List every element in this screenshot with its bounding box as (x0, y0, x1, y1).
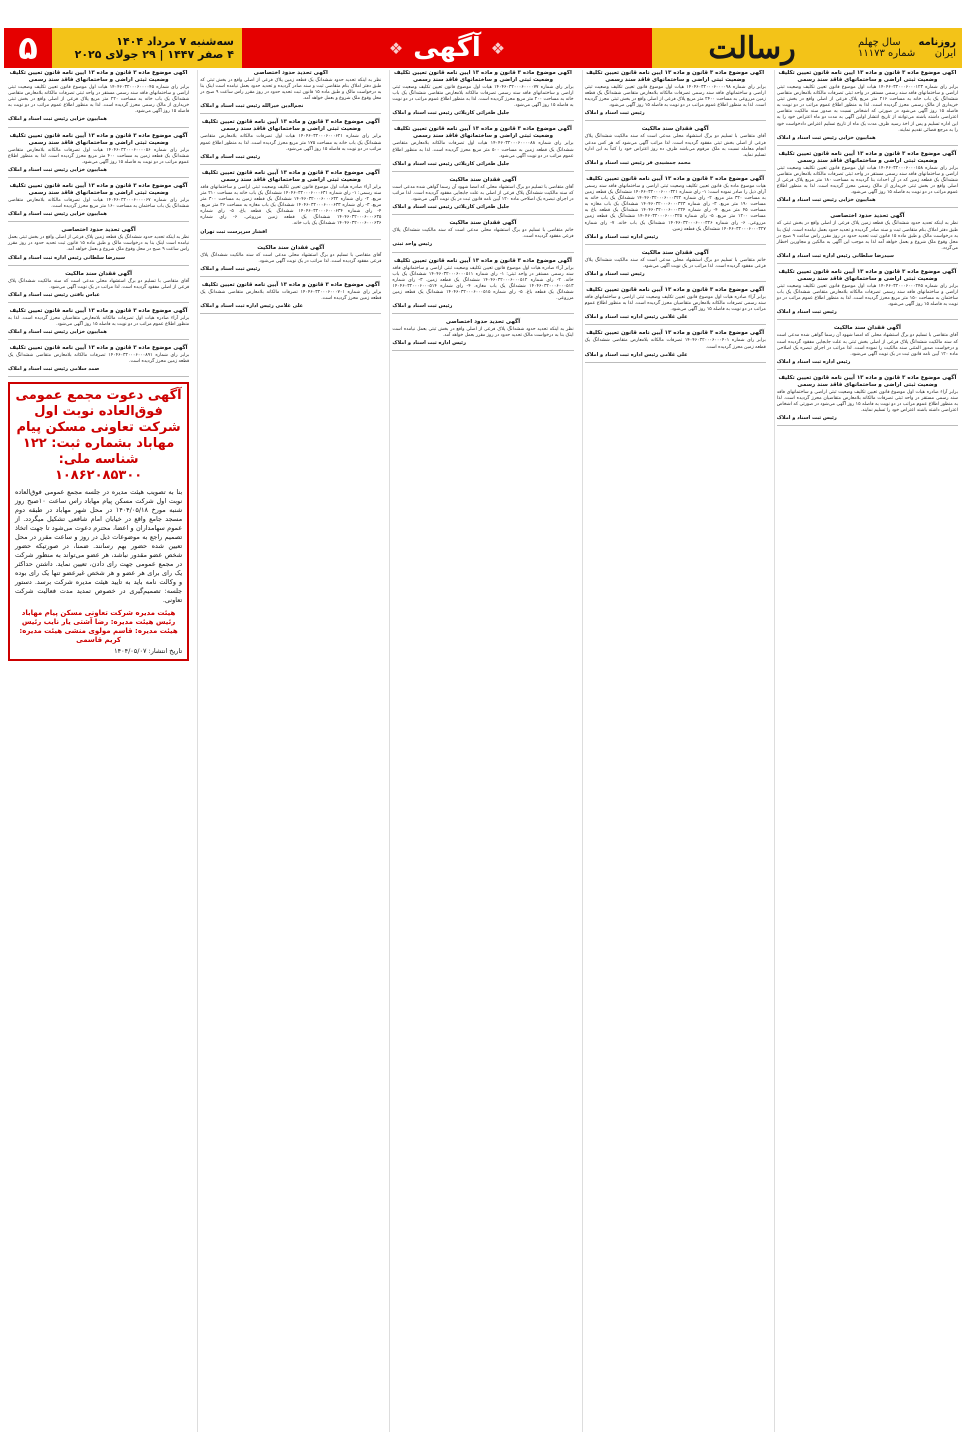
ornament-icon: ❖ (490, 38, 506, 58)
legal-notice (777, 70, 958, 146)
notice-body: آقای متقاضی با تسلیم دو برگ استشهاد محلی مدعی است که سند مالکیت ششدانگ پلاک فرعی از اصلی مفقود گردیده است. لذا مراتب در یک نوبت آگهی می‌شود. (7, 278, 190, 290)
notice-title: آگهی موضوع ماده ۳ قانون و ماده ۱۳ آیین نامه قانون تعیین تکلیف وضعیت ثبتی اراضی و ساختمانهای فاقد سند رسمی (778, 268, 957, 282)
notice-body: نظر به اینکه تحدید حدود ششدانگ پلاک فرعی از اصلی واقع در بخش ثبتی بعمل نیامده است اینک بنا به درخواست مالک تحدید حدود در روز مقرر بعمل خواهد آمد. (392, 327, 574, 339)
notice-body: برابر رای شماره ۱۴۰۴۶۰۳۲۰۰۰۶۰۰۰۰۶۷ هیات اول تصرفات مالکانه بلامعارض متقاضی ششدانگ یک باب ساختمان به مساحت ۱۶۰ متر مربع محرز گردیده است. (7, 197, 190, 210)
notice-title: آگهی موضوع ماده ۳ قانون و ماده ۱۳ آیین نامه قانون تعیین تکلیف (201, 281, 380, 288)
notice-signature: رئیس واحد ثبتی (392, 241, 433, 248)
legal-notice (585, 250, 766, 282)
notice-body: آقای متقاضی با تسلیم دو برگ استشهاد محلی مدعی است که سند مالکیت ششدانگ پلاک فرعی از اصلی بخش ثبتی مفقود گردیده است. لذا مراتب آگهی می‌شود که هر کس مدعی انجام معامله نسبت به ملک مرقوم می‌باشد ظرف ده روز اعتراض خود را کتباً به این اداره تسلیم نماید. (584, 134, 766, 158)
notice-title: آگهی فقدان سند مالکیت (65, 270, 133, 277)
legal-notice (8, 227, 189, 265)
notice-body: نظر به اینکه تحدید حدود ششدانگ یک قطعه زمین پلاک فرعی از اصلی واقع در بخش ثبتی بعمل نیامده است اینک بنا به درخواست مالک و طبق ماده ۱۵ قانون ثبت تحدید حدود در روز مقرر راس ساعت ۹ صبح در محل وقوع ملک شروع و بعمل خواهد آمد. (7, 235, 190, 253)
legal-notice (392, 177, 573, 215)
notice-title: آگهی موضوع ماده ۳ قانون و ماده ۱۳ آیین نامه قانون تعیین تکلیف وضعیت ثبتی اراضی و ساختمانهای فاقد سند رسمی (778, 70, 957, 83)
notice-body: برابر رای شماره ۱۴۰۴۶۰۳۲۰۰۰۶۰۰۰۱۲۳ هیات اول موضوع قانون تعیین تکلیف وضعیت ثبتی اراضی و ساختمانهای فاقد سند رسمی مستقر در واحد ثبتی تصرفات مالکانه بلامعارض متقاضی ششدانگ یک باب خانه به مساحت ۲۱۶ متر مربع پلاک فرعی از اصلی واقع در بخش ثبتی خریداری از مالک رسمی محرز گردیده است. لذا به منظور اطلاع عموم مراتب در دو نوبت به فاصله ۱۵ روز آگهی می‌شود در صورتی که اشخاص نسبت به صدور سند مالکیت متقاضی اعتراضی داشته باشند می‌توانند از تاریخ انتشار اولین آگهی به مدت دو ماه اعتراض خود را به این اداره تسلیم و پس از اخذ رسید ظرف مدت یک ماه از تاریخ تسلیم اعتراض دادخواست خود را به مرجع قضائی تقدیم نمایند. (776, 85, 959, 133)
legal-notice (8, 308, 189, 340)
legal-notice (200, 282, 381, 314)
legal-notice (392, 70, 573, 121)
notice-body: برابر رای شماره ۱۴۰۴۶۰۳۲۰۰۰۶۰۰۰۲۴۵ هیات اول موضوع قانون تعیین تکلیف وضعیت ثبتی اراضی و ساختمانهای فاقد سند رسمی تصرفات مالکانه بلامعارض متقاضی ششدانگ یک باب ساختمان به مساحت ۱۵۰ متر مربع محرز گردیده است. لذا به منظور اطلاع عموم مراتب در دو نوبت به فاصله ۱۵ روز آگهی می‌شود. (776, 283, 959, 308)
legal-notice (777, 269, 958, 320)
legal-notice (777, 213, 958, 264)
notice-title: آگهی موضوع ماده ۳ قانون و ماده ۱۳ آیین نامه قانون تعیین تکلیف وضعیت ثبتی اراضی و ساختمانهای فاقد سند رسمی (394, 70, 572, 83)
notice-title: آگهی موضوع ماده ۳ قانون و ماده ۱۳ آیین نامه قانون تعیین تکلیف (9, 345, 188, 352)
notice-title: آگهی فقدان سند مالکیت (833, 325, 901, 332)
notice-signature: رئیس اداره ثبت اسناد و املاک (392, 340, 466, 347)
notice-title: آگهی موضوع ماده ۳ قانون و ماده ۱۳ آیین نامه قانون تعیین تکلیف (586, 175, 765, 182)
notice-signature: جلیل طغرائی کاربلائی رئیس ثبت اسناد و املاک (392, 160, 510, 167)
notice-signature: سیدرضا سلطانی رئیس اداره ثبت اسناد و املاک (776, 252, 894, 259)
special-ad-title: آگهی دعوت مجمع عمومی فوق‌العاده نوبت اول شرکت تعاونی مسکن پیام مهاباد بشماره ثبت: ۱۲۲ شناسه ملی: ۱۰۸۶۲۰۸۵۳۰۰ (15, 388, 182, 484)
notice-signature: علی غلامی رئیس اداره ثبت اسناد و املاک (200, 303, 304, 310)
notice-signature: رئیس ثبت اسناد و املاک (392, 303, 453, 310)
legal-notice (200, 170, 381, 240)
notice-title: آگهی تحدید حدود اختصاصی (445, 319, 521, 326)
legal-notice (200, 119, 381, 164)
legal-notice (392, 220, 573, 252)
notice-title: آگهی موضوع ماده ۳ قانون و ماده ۱۳ آیین نامه قانون تعیین تکلیف وضعیت ثبتی اراضی و ساختمانهای فاقد سند رسمی (201, 119, 380, 133)
issue-date (52, 28, 242, 68)
notice-body: برابر رای شماره ۱۴۰۴۶۰۳۲۰۰۰۶۰۰۰۴۰۱ تصرفات مالکانه بلامعارض متقاضی ششدانگ یک قطعه زمین محرز گردیده است. (584, 338, 766, 350)
legal-notice (392, 319, 573, 351)
notice-body: برابر آراء صادره هیات اول موضوع قانون تعیین تکلیف وضعیت ثبتی اراضی و ساختمانهای فاقد سند رسمی: ۱- رای شماره ۱۴۰۴۶۰۳۲۰۰۰۶۰۰۰۶۳۱ ششدانگ یک باب خانه به مساحت ۲۱۰ متر مربع. ۲- رای شماره ۱۴۰۴۶۰۳۲۰۰۰۶۰۰۰۶۳۲ ششدانگ یک قطعه زمین به مساحت ۳۰۰ متر مربع. ۳- رای شماره ۱۴۰۴۶۰۳۲۰۰۰۶۰۰۰۶۳۳ ششدانگ یک باب مغازه به مساحت ۳۶ متر مربع. ۴- رای شماره ۱۴۰۴۶۰۳۲۰۰۰۶۰۰۰۶۳۴ ششدانگ یک قطعه باغ. ۵- رای شماره ۱۴۰۴۶۰۳۲۰۰۰۶۰۰۰۶۳۵ ششدانگ یک قطعه زمین مزروعی. ۶- رای شماره ۱۴۰۴۶۰۳۲۰۰۰۶۰۰۰۶۳۶ ششدانگ یک باب خانه. (200, 184, 382, 227)
notice-signature: رئیس ثبت اسناد و املاک (776, 415, 837, 422)
legal-notice (777, 375, 958, 426)
column-5 (6, 70, 191, 1432)
notice-body: نظر به اینکه تحدید حدود ششدانگ یک قطعه زمین پلاک فرعی از اصلی واقع در بخش ثبتی که طبق دفتر املاک بنام متقاضی ثبت و سند صادر گردیده و تحدید حدود بعمل نیامده است اینک بنا به درخواست مالک و طبق ماده ۱۵ قانون ثبت تحدید حدود در روز مقرر راس ساعت ۹ صبح در محل وقوع ملک شروع و بعمل خواهد آمد. (200, 78, 382, 102)
legal-notice (200, 245, 381, 277)
issue-label: شماره ۱۱۱۷۳ (858, 48, 916, 59)
column-1 (774, 70, 960, 1432)
notice-signature: رئیس اداره ثبت اسناد و املاک (584, 233, 659, 240)
notice-title: آگهی فقدان سند مالکیت (449, 176, 517, 183)
notice-body: خانم متقاضی با تسلیم دو برگ استشهاد محلی مدعی است که سند مالکیت ششدانگ پلاک فرعی مفقود گردیده است. (392, 228, 574, 240)
legal-notice (8, 183, 189, 222)
notice-title: آگهی موضوع ماده ۳ قانون و ماده ۱۳ آیین نامه قانون تعیین تکلیف وضعیت ثبتی اراضی و ساختمانهای فاقد سند رسمی (9, 70, 188, 83)
notice-title: آگهی تحدید حدود اختصاصی (830, 213, 905, 220)
column-4 (197, 70, 383, 1432)
year-label: سال چهلم (858, 37, 901, 48)
notice-signature: رئیس ثبت اسناد و املاک (200, 265, 261, 272)
notice-title: آگهی موضوع ماده ۳ قانون و ماده ۱۳ آیین نامه قانون تعیین تکلیف (394, 257, 572, 264)
notice-signature: هماییون خزایی رئیس ثبت اسناد و املاک (776, 134, 876, 141)
legal-notice (200, 70, 381, 114)
notice-body: برابر رای شماره ۱۴۰۴۶۰۳۲۰۰۰۶۰۰۰۱۵۸ هیات اول موضوع قانون تعیین تکلیف وضعیت ثبتی اراضی و ساختمانهای فاقد سند رسمی مستقر در واحد ثبتی تصرفات مالکانه بلامعارض متقاضی ششدانگ یک قطعه زمین که در آن احداث بنا گردیده به مساحت ۱۸۰ متر مربع پلاک فرعی از اصلی واقع در بخش ثبتی خریداری از مالک رسمی محرز گردیده است. لذا به منظور اطلاع عموم مراتب در دو نوبت به فاصله ۱۵ روز آگهی می‌شود. (776, 165, 959, 196)
notice-signature: رئیس ثبت اسناد و املاک (200, 153, 261, 160)
notice-title: آگهی موضوع ماده ۳ قانون و ماده ۱۳ آیین نامه قانون تعیین تکلیف وضعیت ثبتی اراضی و ساختمانهای فاقد سند رسمی (778, 374, 957, 388)
notice-title: آگهی موضوع ماده ۳ قانون و ماده ۱۳ آیین نامه قانون تعیین تکلیف وضعیت ثبتی اراضی و ساختمانهای فاقد سند رسمی (778, 150, 957, 164)
notice-title: آگهی فقدان سند مالکیت (449, 220, 517, 227)
notice-title: آگهی موضوع ماده ۳ قانون و ماده ۱۳ آیین نامه قانون تعیین تکلیف (586, 287, 765, 294)
masthead-info (852, 28, 962, 68)
notice-body: نظر به اینکه تحدید حدود ششدانگ یک قطعه زمین پلاک فرعی از اصلی واقع در بخش ثبتی که طبق دفتر املاک بنام متقاضی ثبت و سند صادر گردیده و تحدید حدود بعمل نیامده است. اینک بنا به درخواست مالک و طبق ماده ۱۵ قانون ثبت تحدید حدود در روز مقرر راس ساعت ۹ صبح در محل وقوع ملک شروع و بعمل خواهد آمد لذا به موجب این آگهی به مالکین و مجاورین اخطار می‌گردد. (776, 221, 958, 251)
legal-notice (777, 325, 958, 369)
notice-body: برابر رای شماره ۱۴۰۴۶۰۳۲۰۰۰۶۰۰۰۰۸۸ هیات اول تصرفات مالکانه بلامعارض متقاضی ششدانگ یک قطعه زمین به مساحت ۵۰۰ متر مربع محرز گردیده است. لذا به منظور اطلاع عموم مراتب در دو نوبت آگهی می‌شود. (392, 141, 574, 159)
notice-signature: جلیل طغرائی کاربلائی رئیس ثبت اسناد و املاک (392, 110, 510, 117)
notice-signature: محمد جمشیدی فر رئیس ثبت اسناد و املاک (584, 159, 691, 166)
newspaper-logo: رسالت (652, 28, 852, 68)
notice-signature: هماییون خزایی رئیس ثبت اسناد و املاک (7, 329, 107, 336)
notice-body: آقای متقاضی با تسلیم دو برگ استشهاد محلی که امضا شهود آن رسما گواهی شده مدعی است که سند مالکیت ششدانگ پلاک فرعی از اصلی بخش ثبتی به علت جابجایی مفقود گردیده است و درخواست صدور المثنی سند مالکیت را نموده است. لذا مراتب در اجرای تبصره یک اصلاحی ماده ۱۲۰ آیین نامه قانون ثبت در یک نوبت آگهی می‌شود. (776, 333, 958, 357)
legal-notice (392, 126, 573, 171)
ornament-icon: ❖ (388, 38, 404, 58)
legal-notice (392, 258, 573, 315)
legal-notice (585, 330, 766, 362)
notice-signature: هماییون خزایی رئیس ثبت اسناد و املاک (7, 166, 107, 173)
notice-body: هیات موضوع ماده یک قانون تعیین تکلیف وضعیت ثبتی اراضی و ساختمانهای فاقد سند رسمی آرای ذیل را صادر نموده است: ۱- رای شماره ۱۴۰۴۶۰۳۲۰۰۰۶۰۰۰۳۲۱ ششدانگ یک قطعه زمین به مساحت ۳۲۰ متر مربع. ۲- رای شماره ۱۴۰۴۶۰۳۲۰۰۰۶۰۰۰۳۲۲ ششدانگ یک باب خانه به مساحت ۱۹۰ متر مربع. ۳- رای شماره ۱۴۰۴۶۰۳۲۰۰۰۶۰۰۰۳۲۳ ششدانگ یک باب مغازه به مساحت ۴۵ متر مربع. ۴- رای شماره ۱۴۰۴۶۰۳۲۰۰۰۶۰۰۰۳۲۴ ششدانگ یک قطعه باغ به مساحت ۱۲۰۰ متر مربع. ۵- رای شماره ۱۴۰۴۶۰۳۲۰۰۰۶۰۰۰۳۲۵ ششدانگ یک قطعه زمین مزروعی. ۶- رای شماره ۱۴۰۴۶۰۳۲۰۰۰۶۰۰۰۳۲۶ ششدانگ یک باب خانه. ۷- رای شماره ۱۴۰۴۶۰۳۲۰۰۰۶۰۰۰۳۲۷ ششدانگ یک قطعه زمین. (584, 183, 766, 232)
notice-title: آگهی موضوع ماده ۳ قانون و ماده ۱۳ آیین نامه قانون تعیین تکلیف وضعیت ثبتی اراضی و ساختمانهای فاقد سند رسمی (9, 182, 188, 196)
notice-signature: سیدرضا سلطانی رئیس اداره ثبت اسناد و املاک (7, 254, 126, 261)
notice-signature: جلیل طغرائی کاربلائی رئیس ثبت اسناد و املاک (392, 204, 510, 211)
notice-signature: علی غلامی رئیس اداره ثبت اسناد و املاک (584, 314, 688, 321)
notice-title: آگهی موضوع ماده ۳ قانون و ماده ۱۳ آیین نامه قانون تعیین تکلیف (586, 330, 765, 337)
legal-notice (8, 133, 189, 178)
notice-body: خانم متقاضی با تسلیم دو برگ استشهاد محلی مدعی است که سند مالکیت ششدانگ پلاک فرعی مفقود گردیده است. لذا مراتب در یک نوبت آگهی می‌شود. (584, 257, 766, 269)
legal-notice (585, 287, 766, 325)
notice-body: برابر آراء صادره هیات اول موضوع قانون تعیین تکلیف وضعیت ثبتی اراضی و ساختمانهای فاقد سند رسمی تصرفات مالکانه بلامعارض متقاضیان محرز گردیده است. لذا به منظور اطلاع عموم مراتب در دو نوبت به فاصله ۱۵ روز آگهی می‌شود. (584, 295, 766, 313)
notice-signature: نجم‌الدین خیرالله رئیس ثبت اسناد و املاک (200, 103, 304, 110)
notice-title: آگهی تحدید حدود اختصاصی (61, 227, 136, 234)
notice-columns (6, 70, 960, 1432)
legal-notice (8, 345, 189, 377)
notice-body: برابر رای شماره ۱۴۰۴۶۰۳۲۰۰۰۶۰۰۰۸۹۱ تصرفات مالکانه بلامعارض متقاضی ششدانگ یک قطعه زمین محرز گردیده است. (7, 353, 190, 365)
column-2 (582, 70, 768, 1432)
notice-signature: رئیس ثبت اسناد و املاک (776, 309, 837, 316)
legal-notice (777, 151, 958, 209)
special-ad-date: تاریخ انتشار: ۱۴۰۴/۰۵/۰۷ (114, 647, 183, 656)
notice-signature: علی غلامی رئیس اداره ثبت اسناد و املاک (584, 351, 688, 358)
notice-title: آگهی فقدان سند مالکیت (257, 244, 325, 251)
page-number: ۵ (4, 28, 52, 68)
notice-signature: صمد سلامی رئیس ثبت اسناد و املاک (7, 366, 100, 373)
legal-notice (8, 271, 189, 303)
notice-signature: رئیس اداره ثبت اسناد و املاک (776, 358, 851, 365)
notice-title: آگهی تحدید حدود اختصاصی (253, 70, 328, 76)
notice-body: برابر رای شماره ۱۴۰۴۶۰۳۲۰۰۰۶۰۰۰۰۴۵ هیات اول موضوع قانون تعیین تکلیف وضعیت ثبتی اراضی و ساختمانهای فاقد سند رسمی مستقر در واحد ثبتی تصرفات مالکانه بلامعارض متقاضی ششدانگ یک باب خانه به مساحت ۲۲۰ متر مربع پلاک فرعی از اصلی واقع در بخش ثبتی خریداری از مالک رسمی محرز گردیده است. لذا به منظور اطلاع عموم مراتب در دو نوبت به فاصله ۱۵ روز آگهی می‌شود. (7, 85, 190, 115)
notice-title: آگهی موضوع ماده ۳ قانون و ماده ۱۳ آیین نامه قانون تعیین تکلیف وضعیت ثبتی اراضی و ساختمانهای فاقد سند رسمی (394, 126, 572, 140)
date-other: ۴ صفر ۱۴۴۷ | ۲۹ جولای ۲۰۲۵ (74, 48, 234, 61)
notice-signature: رئیس ثبت اسناد و املاک (584, 270, 645, 277)
notice-title: آگهی موضوع ماده ۳ قانون و ماده ۱۳ آیین نامه قانون تعیین تکلیف وضعیت ثبتی اراضی و ساختمانهای فاقد سند رسمی (201, 169, 380, 183)
notice-body: برابر آراء صادره هیات اول موضوع قانون تعیین تکلیف وضعیت ثبتی اراضی و ساختمانهای فاقد سند رسمی مستقر در واحد ثبتی تصرفات مالکانه بلامعارض متقاضیان محرز گردیده است. لذا به منظور اطلاع عموم مراتب در دو نوبت به فاصله ۱۵ روز آگهی می‌شود در صورتی که اشخاص اعتراضی داشته باشند اعتراض خود را تسلیم نمایند. (776, 389, 958, 414)
country-label: ایران (934, 48, 956, 59)
notice-title: آگهی فقدان سند مالکیت (641, 249, 709, 256)
notice-body: برابر رای شماره ۱۴۰۴۶۰۳۲۰۰۰۶۰۰۰۰۵۶ هیات اول تصرفات مالکانه بلامعارض متقاضی ششدانگ یک قطعه زمین به مساحت ۴۰۰ متر مربع محرز گردیده است. لذا به منظور اطلاع عموم مراتب در دو نوبت به فاصله ۱۵ روز آگهی می‌شود. (7, 147, 190, 165)
notice-signature: هماییون خزایی رئیس ثبت اسناد و املاک (7, 211, 107, 218)
notice-signature: افشار سرپرست ثبت تهران (200, 228, 267, 235)
special-ad-footer: هیئت مدیره شرکت تعاونی مسکن پیام مهاباد رئیس هیئت مدیره: رضا آشتی یار نایب رئیس هیئت مدیره: قاسم مولوی منشی هیئت مدیره: کریم قاسمی (19, 609, 178, 645)
legal-notice (585, 70, 766, 121)
date-persian: سه‌شنبه ۷ مرداد ۱۴۰۴ (116, 35, 234, 48)
notice-body: برابر آراء صادره هیات اول موضوع قانون تعیین تکلیف وضعیت ثبتی اراضی و ساختمانهای فاقد سند رسمی مستقر در واحد ثبتی: ۱- رای شماره ۱۴۰۴۶۰۳۲۰۰۰۶۰۰۰۵۱۱ ششدانگ یک باب خانه. ۲- رای شماره ۱۴۰۴۶۰۳۲۰۰۰۶۰۰۰۵۱۲ ششدانگ یک قطعه زمین. ۳- رای شماره ۱۴۰۴۶۰۳۲۰۰۰۶۰۰۰۵۱۳ ششدانگ یک باب مغازه. ۴- رای شماره ۱۴۰۴۶۰۳۲۰۰۰۶۰۰۰۵۱۴ ششدانگ یک قطعه باغ. ۵- رای شماره ۱۴۰۴۶۰۳۲۰۰۰۶۰۰۰۵۱۵ ششدانگ یک قطعه زمین مزروعی. (392, 265, 574, 301)
notice-body: برابر رای شماره ۱۴۰۴۶۰۳۲۰۰۰۶۰۰۰۰۷۷ هیات اول موضوع قانون تعیین تکلیف وضعیت ثبتی اراضی و ساختمانهای فاقد سند رسمی تصرفات مالکانه بلامعارض متقاضی ششدانگ یک باب خانه به مساحت ۲۰۰ متر مربع محرز گردیده است. لذا به منظور اطلاع عموم مراتب در دو نوبت به فاصله ۱۵ روز آگهی می‌شود. (392, 85, 574, 109)
legal-notice (8, 70, 189, 128)
special-ad-box (8, 382, 189, 660)
notice-signature: رئیس ثبت اسناد و املاک (584, 110, 645, 117)
notice-body: برابر رای شماره ۱۴۰۴۶۰۳۲۰۰۰۶۰۰۰۶۲۱ هیات اول تصرفات مالکانه بلامعارض متقاضی ششدانگ یک باب خانه به مساحت ۱۷۵ متر مربع محرز گردیده است. لذا به منظور اطلاع عموم مراتب در دو نوبت به فاصله ۱۵ روز آگهی می‌شود. (200, 134, 382, 152)
notice-signature: عباس بافتی رئیس ثبت اسناد و املاک (7, 291, 100, 298)
section-banner (242, 28, 652, 68)
notice-body: برابر رای شماره ۱۴۰۴۶۰۳۲۰۰۰۶۰۰۰۰۹۸ هیات اول موضوع قانون تعیین تکلیف وضعیت ثبتی اراضی و ساختمانهای فاقد سند رسمی تصرفات مالکانه بلامعارض متقاضی ششدانگ یک قطعه زمین مزروعی به مساحت ۲۴۰۰ متر مربع پلاک فرعی از اصلی واقع در بخش ثبتی محرز گردیده است. لذا به منظور اطلاع عموم مراتب در دو نوبت به فاصله ۱۵ روز آگهی می‌شود. (584, 85, 766, 109)
section-title: آگهی (413, 33, 481, 63)
notice-signature: هماییون خزایی رئیس ثبت اسناد و املاک (7, 116, 107, 123)
edition-word: روزنامه (918, 37, 956, 48)
notice-title: آگهی موضوع ماده ۳ قانون و ماده ۱۳ آیین نامه قانون تعیین تکلیف وضعیت ثبتی اراضی و ساختمانهای فاقد سند رسمی (586, 70, 765, 83)
notice-title: آگهی فقدان سند مالکیت (641, 126, 709, 133)
legal-notice (585, 176, 766, 245)
special-ad-body: بنا به تصویب هیئت مدیره در جلسه مجمع عمومی فوق‌العاده نوبت اول شرکت مسکن پیام مهاباد راس ساعت ۱۰صبح روز شنبه مورخ ۱۴۰۴/۰۵/۱۸ در محل شهر مهاباد در طبقه دوم مسجد جامع واقع در خیابان امام شافعی تشکیل میگردد. از عموم سهامداران و اعضا، محترم دعوت می‌شود تا جهت اتخاذ تصمیم راجع به موضوعات ذیل در روز و ساعت مقرر در محل تعیین شده حضور بهم رسانند. ضمنا، در صورتیکه حضور شخص عضو مقدور نباشد، هر عضو می‌تواند به منظور شرکت در مجمع عمومی جهت رای دادن، تعیین نماید. داشتن حداکثر یک رای برای هر عضو و هر شخص غیرعضو تنها یک رای بوده و وکالت نامه باید به تایید هیئت مدیره شرکت برسد. دستور جلسه: تصمیم‌گیری در خصوص تمدید مدت فعالیت شرکت تعاونی. (14, 488, 183, 605)
notice-body: برابر آراء صادره هیات اول تصرفات مالکانه بلامعارض متقاضیان محرز گردیده است. لذا به منظور اطلاع عموم مراتب در دو نوبت به فاصله ۱۵ روز آگهی می‌شود. (7, 315, 190, 327)
notice-title: آگهی موضوع ماده ۳ قانون و ماده ۱۳ آیین نامه قانون تعیین تکلیف (9, 307, 188, 314)
newspaper-header (4, 28, 962, 68)
notice-signature: هماییون خزایی رئیس ثبت اسناد و املاک (776, 197, 876, 204)
notice-body: آقای متقاضی با تسلیم دو برگ استشهاد محلی مدعی است که سند مالکیت ششدانگ پلاک فرعی مفقود گردیده است. لذا مراتب در یک نوبت آگهی می‌شود. (200, 252, 382, 264)
legal-notice (585, 126, 766, 170)
notice-body: آقای متقاضی با تسلیم دو برگ استشهاد محلی که امضا شهود آن رسما گواهی شده مدعی است که سند مالکیت ششدانگ پلاک فرعی از اصلی به علت جابجایی مفقود گردیده است. لذا مراتب در اجرای تبصره یک اصلاحی ماده ۱۲۰ آیین نامه قانون ثبت در یک نوبت آگهی می‌شود. (392, 184, 574, 203)
notice-title: آگهی موضوع ماده ۳ قانون و ماده ۱۳ آیین نامه قانون تعیین تکلیف وضعیت ثبتی اراضی و ساختمانهای فاقد سند رسمی (9, 132, 188, 146)
notice-body: برابر رای شماره ۱۴۰۴۶۰۳۲۰۰۰۶۰۰۰۷۰۱ تصرفات مالکانه بلامعارض متقاضی ششدانگ یک قطعه زمین محرز گردیده است. (200, 289, 382, 301)
column-3 (389, 70, 575, 1432)
